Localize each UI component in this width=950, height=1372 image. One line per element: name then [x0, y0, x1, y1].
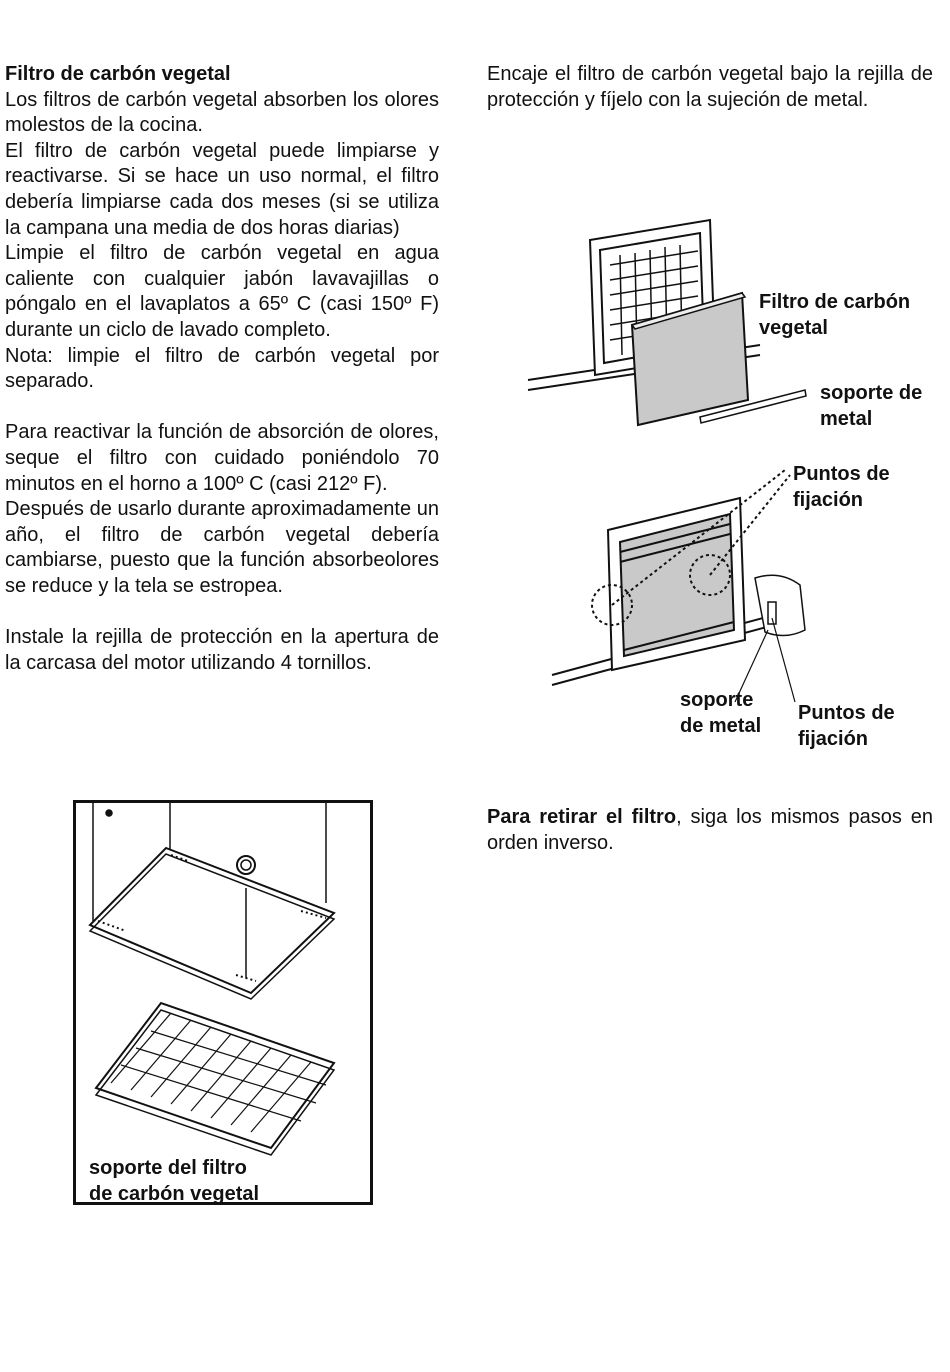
paragraph: Para reactivar la función de absorción de olores, seque el filtro con cuidado poniéndolo 70 minutos en el horno a 100º C (casi 212º F).	[5, 421, 439, 495]
paragraph: Los filtros de carbón vegetal absorben los olores molestos de la cocina.	[5, 88, 439, 137]
right-text-column	[487, 62, 933, 113]
paragraph: Después de usarlo durante aproximadamente un año, el filtro de carbón vegetal debería cambiarse, puesto que la función absorbeolores se reduce y la tela se estropea.	[5, 498, 439, 597]
paragraph: Nota: limpie el filtro de carbón vegetal por separado.	[5, 344, 439, 393]
paragraph: El filtro de carbón vegetal puede limpiarse y reactivarse. Si se hace un uso normal, el filtro debería limpiarse cada dos meses (si se utiliza la campana una media de dos horas diarias)	[5, 139, 439, 239]
fixing-points-illustration	[550, 490, 810, 700]
paragraph: Instale la rejilla de protección en la apertura de la carcasa del motor utilizando 4 tornillos.	[5, 626, 439, 674]
section-heading: Filtro de carbón vegetal	[5, 63, 231, 85]
left-text-column	[5, 62, 439, 676]
filter-label: Filtro de carbón vegetal	[759, 291, 911, 339]
remove-instruction-rest: , siga los mismos pasos en orden inverso.	[487, 806, 933, 854]
filter-support-illustration	[76, 803, 370, 1163]
filter-fitting-illustration	[520, 225, 770, 435]
metal-bracket-label-bottom: soporte de metal	[680, 689, 762, 737]
remove-instruction	[487, 805, 933, 856]
support-label: soporte del filtro de carbón vegetal	[89, 1157, 260, 1205]
paragraph: Limpie el filtro de carbón vegetal en agua caliente con cualquier jabón lavavajillas o póngalo en el lavaplatos a 65º C (casi 150º F) durante un ciclo de lavado completo.	[5, 242, 439, 341]
fixing-points-label: Puntos de fijación	[793, 463, 890, 511]
filter-support-figure	[73, 800, 373, 1205]
remove-instruction-bold: Para retirar el filtro	[487, 806, 677, 828]
metal-bracket-label: soporte de metal	[820, 382, 923, 430]
fit-filter-instruction: Encaje el filtro de carbón vegetal bajo la rejilla de protección y fíjelo con la sujeción de metal.	[487, 63, 933, 111]
fixing-points-label-bottom: Puntos de fijación	[798, 702, 895, 750]
